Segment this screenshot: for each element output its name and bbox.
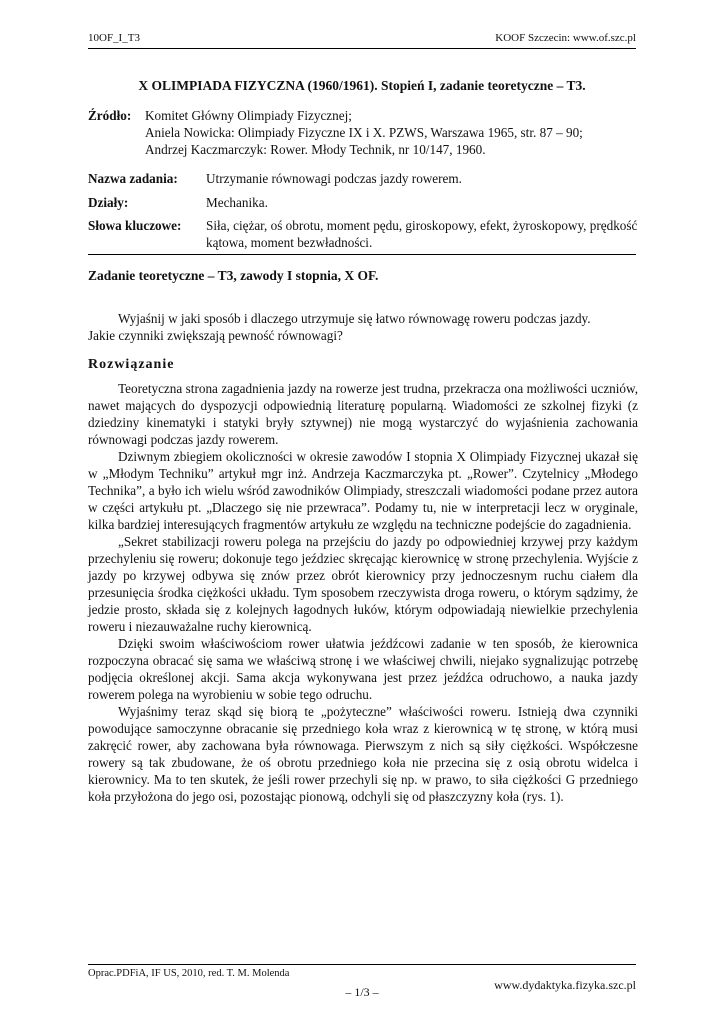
solution-body	[88, 380, 638, 805]
question-line: Jakie czynniki zwiększają pewność równowagi?	[88, 328, 343, 343]
header-rule	[88, 48, 636, 49]
source-line: Aniela Nowicka: Olimpiady Fizyczne IX i X. PZWS, Warszawa 1965, str. 87 – 90;	[145, 125, 583, 140]
solution-heading: Rozwiązanie	[88, 357, 175, 372]
source-lines	[145, 107, 638, 158]
task-name-label: Nazwa zadania:	[88, 171, 178, 186]
header-left: 10OF_I_T3	[88, 32, 140, 44]
footer-right-link[interactable]: www.dydaktyka.fizyka.szc.pl	[494, 978, 636, 992]
source-label: Źródło:	[88, 108, 132, 123]
source-line: Andrzej Kaczmarczyk: Rower. Młody Technik, nr 10/147, 1960.	[145, 142, 486, 157]
question-line: Wyjaśnij w jaki sposób i dlaczego utrzymuje się łatwo równowagę roweru podczas jazdy.	[118, 311, 591, 326]
task-subheading: Zadanie teoretyczne – T3, zawody I stopnia, X OF.	[88, 268, 379, 283]
solution-paragraph: Dzięki swoim właściwościom rower ułatwia jeźdźcowi zadanie w ten sposób, że kierownica rozpoczyna obracać się sama we właściwą stronę i we właściwej chwili, niejako sygnalizując potrzebę podjęcia określonej akcji. Sama akcja wykonywana jest przez jeźdźca odruchowo, a nauka jazdy rowerem polega na wyrobieniu w sobie tego odruchu.	[88, 636, 638, 702]
keywords-label: Słowa kluczowe:	[88, 218, 182, 233]
solution-paragraph: „Sekret stabilizacji roweru polega na przejściu do jazdy po odpowiedniej krzywej przy każdym przechyleniu się roweru; dokonuje tego jeździec skręcając kierownicę w stronę przechylenia. Wyjście z jazdy po krzywej odbywa się znów przez obrót kierownicy przy jednoczesnym ruchu ciałem dla przesunięcia środka ciężkości układu. Tym sposobem rzeczywista droga roweru, o którym sądzimy, że jedzie prosto, składa się z kolejnych łagodnych łuków, którym odpowiadają niewielkie przechylenia roweru i niezauważalne ruchy kierownicą.	[88, 534, 638, 634]
page-header	[88, 32, 636, 44]
solution-paragraph: Dziwnym zbiegiem okoliczności w okresie zawodów I stopnia X Olimpiady Fizycznej ukazał się w „Młodym Techniku” artykuł mgr inż. Andrzeja Kaczmarczyka pt. „Rower”. Czytelnicy „Młodego Technika”, a było ich wielu wśród zawodników Olimpiady, streszczali wiadomości podane przez autora w części artykułu pt. „Dlaczego się nie przewraca”. Podamy tu, nie w interpretacji lecz w oryginale, kilka bardziej interesujących fragmentów artykułu ze względu na techniczne podejście do zagadnienia.	[88, 449, 638, 532]
source-line: Komitet Główny Olimpiady Fizycznej;	[145, 108, 352, 123]
keywords-value: Siła, ciężar, oś obrotu, moment pędu, giroskopowy, efekt, żyroskopowy, prędkość kątowa, moment bezwładności.	[206, 218, 638, 250]
solution-paragraph: Wyjaśnimy teraz skąd się biorą te „pożyteczne” właściwości roweru. Istnieją dwa czynniki powodujące samoczynne obracanie się przedniego koła wraz z kierownicą w tę stronę, w którą musi zakręcić rower, aby zachowana była równowaga. Pierwszym z nich są siły ciężkości. Współczesne rowery są tak zbudowane, że oś obrotu przedniego koła nie przecina się z osią obrotu widelca i kierownicy. Ma to ten skutek, że jeśli rower przechyli się np. w prawo, to siła ciężkości G przedniego koła przyłożona do jego osi, pozostając pionową, odchyli się od płaszczyzny koła (rys. 1).	[88, 704, 638, 804]
sections-value: Mechanika.	[206, 195, 268, 210]
page-number: – 1/3 –	[345, 985, 379, 999]
meta-rule	[88, 254, 636, 255]
sections-label: Działy:	[88, 195, 129, 210]
task-name-value: Utrzymanie równowagi podczas jazdy rowerem.	[206, 171, 462, 186]
solution-paragraph: Teoretyczna strona zagadnienia jazdy na rowerze jest trudna, przekracza ona możliwości uczniów, nawet mających do dyspozycji odpowiednią literaturę popularną. Wiadomości ze szkolnej fizyki (z dziedziny kinematyki i statyki bryły sztywnej) nie mogą wystarczyć do wyjaśnienia zachowania równowagi podczas jazdy rowerem.	[88, 381, 638, 447]
question-block	[88, 310, 638, 344]
footer-rule	[88, 964, 636, 965]
document-title: X OLIMPIADA FIZYCZNA (1960/1961). Stopień I, zadanie teoretyczne – T3.	[138, 78, 586, 93]
header-right: KOOF Szczecin: www.of.szc.pl	[495, 32, 636, 44]
footer-left: Oprac.PDFiA, IF US, 2010, red. T. M. Molenda	[88, 968, 290, 979]
